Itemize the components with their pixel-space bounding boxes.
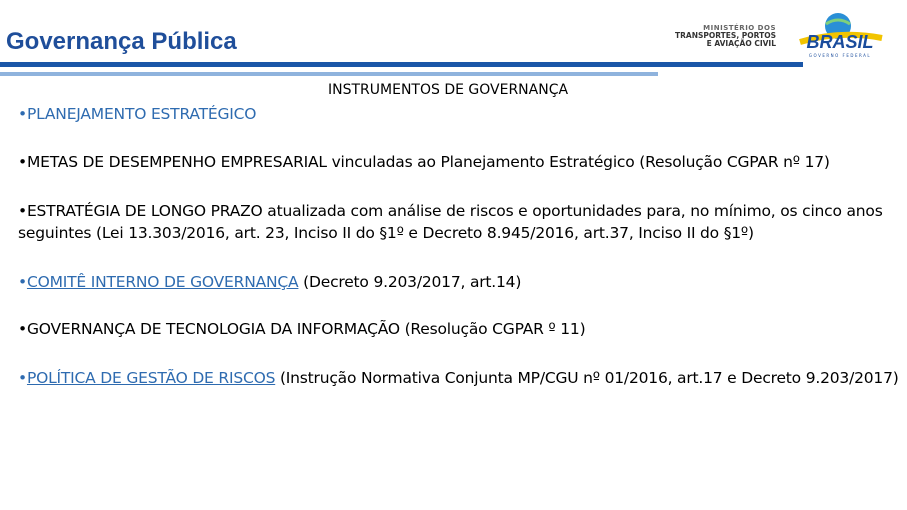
- ministry-line-2: TRANSPORTES, PORTOS: [675, 31, 776, 40]
- bullet: •: [18, 105, 27, 123]
- list-item-comite: [18, 271, 901, 293]
- item-text-3: seguintes (Lei 13.303/2016, art. 23, Inciso II do §1º e Decreto 8.945/2016, art.37, Inciso II do §1º): [18, 224, 754, 242]
- bullet: •: [18, 320, 27, 338]
- header-bar-light: [0, 72, 658, 76]
- header-bar-dark: [0, 62, 803, 67]
- item-label: ESTRATÉGIA DE LONGO PRAZO: [26, 202, 263, 220]
- page-title: Governança Pública: [6, 28, 237, 55]
- list-item-governanca-ti: [18, 318, 901, 340]
- item-label: COMITÊ INTERNO DE GOVERNANÇA: [26, 273, 299, 291]
- ministry-line-1: MINISTÉRIO DOS: [703, 24, 776, 32]
- ministry-logo-text: [672, 24, 776, 48]
- item-text: (Instrução Normativa Conjunta MP/CGU nº 01/2016, art.17 e Decreto 9.203/2017): [275, 369, 899, 387]
- logo-subtext: GOVERNO FEDERAL: [808, 53, 872, 58]
- item-text-2: para, no mínimo, os: [641, 202, 803, 220]
- item-label: POLÍTICA DE GESTÃO DE RISCOS: [26, 369, 276, 387]
- item-text: (Decreto 9.203/2017, art.14): [298, 273, 522, 291]
- bullet: •: [18, 202, 27, 220]
- section-subtitle: INSTRUMENTOS DE GOVERNANÇA: [328, 82, 569, 98]
- list-item-riscos: [18, 367, 901, 389]
- ministry-line-3: E AVIAÇÃO CIVIL: [706, 39, 776, 48]
- list-item-planejamento: [18, 103, 901, 125]
- list-item-estrategia: [18, 200, 901, 244]
- bullet: •: [18, 369, 27, 387]
- bullet: •: [18, 153, 27, 171]
- list-item-metas: [18, 151, 901, 173]
- item-text: (Resolução CGPAR º 11): [399, 320, 586, 338]
- item-bold-2: cinco anos: [802, 202, 883, 220]
- item-label: METAS DE DESEMPENHO EMPRESARIAL: [26, 153, 327, 171]
- bullet: •: [18, 273, 27, 291]
- brasil-logo: [790, 8, 890, 60]
- item-bold-1: análise de riscos e oportunidades: [387, 202, 642, 220]
- item-text-1: atualizada com: [262, 202, 388, 220]
- item-label: PLANEJAMENTO ESTRATÉGICO: [26, 105, 257, 123]
- logo-text: BRASIL: [806, 32, 874, 52]
- item-text: vinculadas ao Planejamento Estratégico (Resolução CGPAR nº 17): [326, 153, 830, 171]
- item-label: GOVERNANÇA DE TECNOLOGIA DA INFORMAÇÃO: [26, 320, 400, 338]
